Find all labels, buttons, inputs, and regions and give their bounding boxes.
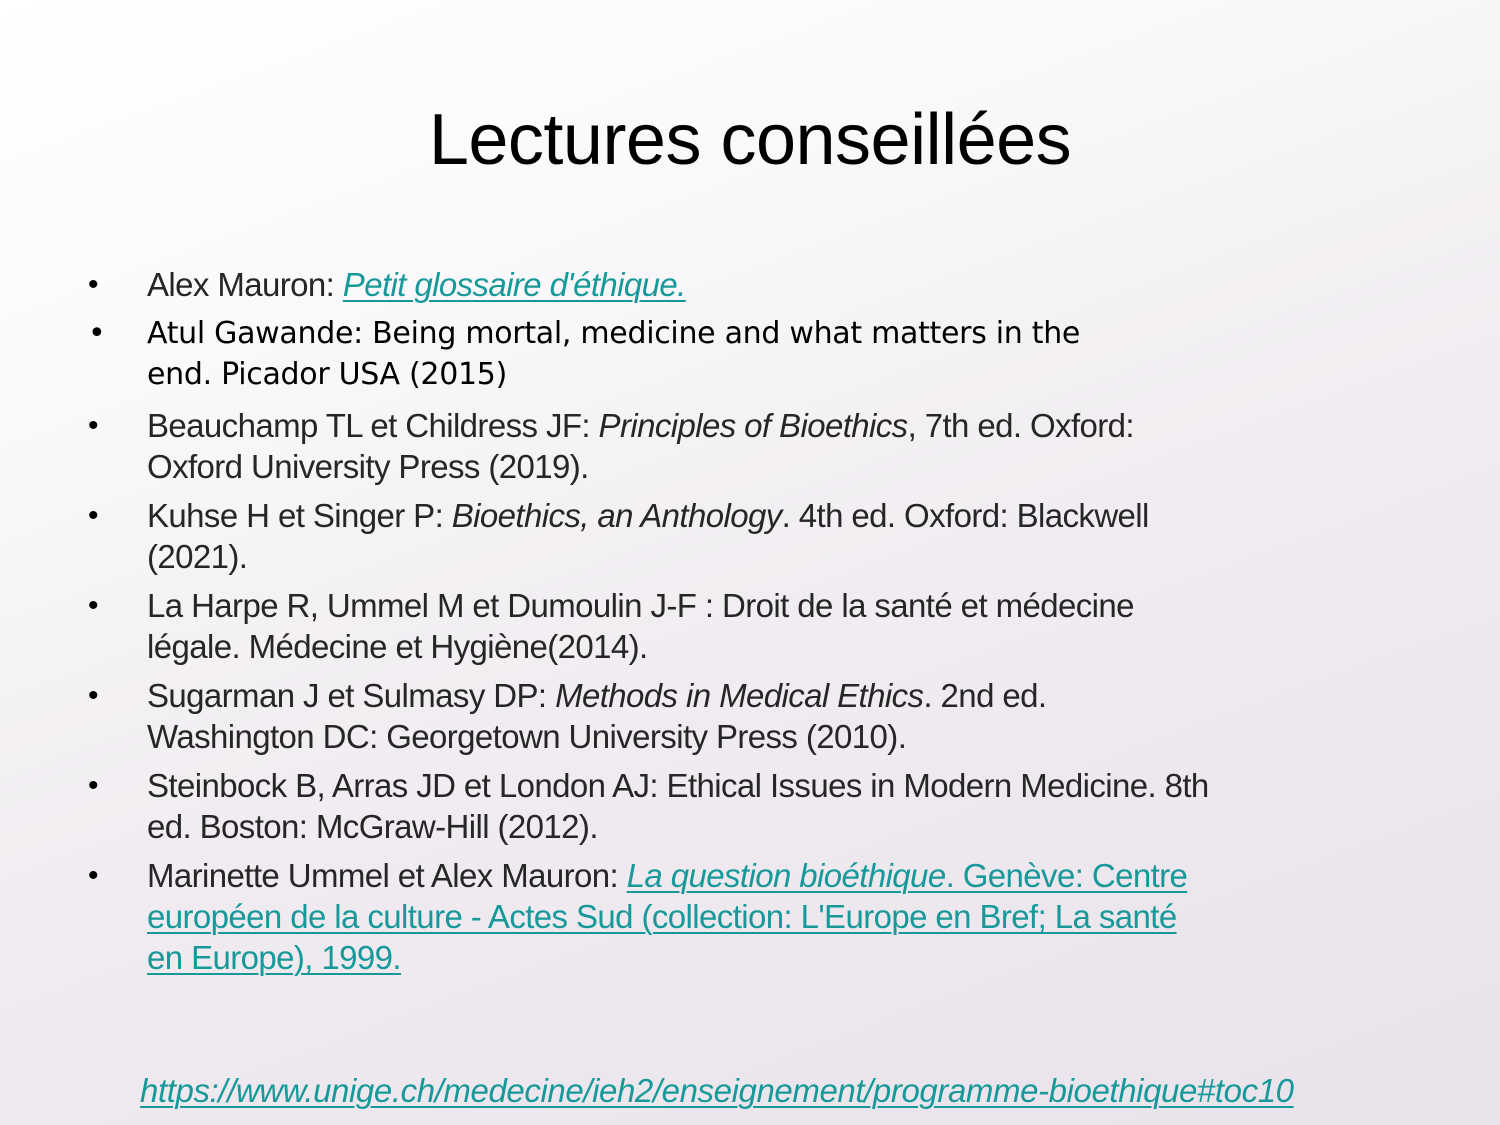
reference-item <box>0 495 1500 577</box>
reference-link-question-bioethique[interactable]: La question bioéthique. Genève: Centre <box>626 857 1188 894</box>
bullet-icon: • <box>88 499 98 532</box>
reference-text: ed. Boston: McGraw-Hill (2012). <box>147 808 598 845</box>
reference-author: Marinette Ummel et Alex Mauron: <box>147 857 627 894</box>
reference-text: end. Picador USA (2015) <box>147 357 507 392</box>
reference-item <box>0 585 1500 667</box>
reference-item <box>0 405 1500 487</box>
bullet-icon: • <box>88 589 98 622</box>
reference-item <box>0 313 1500 395</box>
reference-item <box>0 765 1500 847</box>
reference-text: , 7th ed. Oxford: <box>907 407 1134 444</box>
bullet-icon: • <box>88 316 106 351</box>
bullet-icon: • <box>88 409 98 442</box>
reference-text: légale. Médecine et Hygiène(2014). <box>147 628 648 665</box>
reference-text: Kuhse H et Singer P: <box>147 497 452 534</box>
reference-text: Atul Gawande: Being mortal, medicine and what matters in the <box>147 316 1081 351</box>
reference-text: Sugarman J et Sulmasy DP: <box>147 677 556 714</box>
reference-text: Steinbock B, Arras JD et London AJ: Ethical Issues in Modern Medicine. 8th <box>147 767 1209 804</box>
reference-author: Alex Mauron: <box>147 266 343 303</box>
reference-text: (2021). <box>147 538 248 575</box>
reference-list <box>0 264 1500 986</box>
bullet-icon: • <box>88 859 98 892</box>
bullet-icon: • <box>88 268 98 301</box>
reference-title: Methods in Medical Ethics <box>555 677 924 714</box>
reference-text: La Harpe R, Ummel M et Dumoulin J-F : Droit de la santé et médecine <box>147 587 1134 624</box>
reference-link-petit-glossaire[interactable]: Petit glossaire d'éthique. <box>342 266 686 303</box>
reference-link-question-bioethique-cont[interactable]: européen de la culture - Actes Sud (collection: L'Europe en Bref; La santé <box>147 898 1177 935</box>
reference-text: Beauchamp TL et Childress JF: <box>147 407 599 444</box>
reference-text: . 4th ed. Oxford: Blackwell <box>781 497 1149 534</box>
bullet-icon: • <box>88 679 98 712</box>
reference-text: . 2nd ed. <box>923 677 1047 714</box>
reference-item <box>0 264 1500 305</box>
bullet-icon: • <box>88 769 98 802</box>
reference-link-question-bioethique-cont[interactable]: en Europe), 1999. <box>147 939 401 976</box>
reference-title: Bioethics, an Anthology <box>451 497 782 534</box>
reference-item <box>0 855 1500 978</box>
reference-text: Oxford University Press (2019). <box>147 448 589 485</box>
footer-source-link[interactable]: https://www.unige.ch/medecine/ieh2/enseignement/programme-bioethique#toc10 <box>140 1072 1294 1109</box>
reference-text: Washington DC: Georgetown University Press (2010). <box>147 718 907 755</box>
reference-item <box>0 675 1500 757</box>
reference-title: Principles of Bioethics <box>598 407 908 444</box>
slide-title: Lectures conseillées <box>428 100 1072 180</box>
